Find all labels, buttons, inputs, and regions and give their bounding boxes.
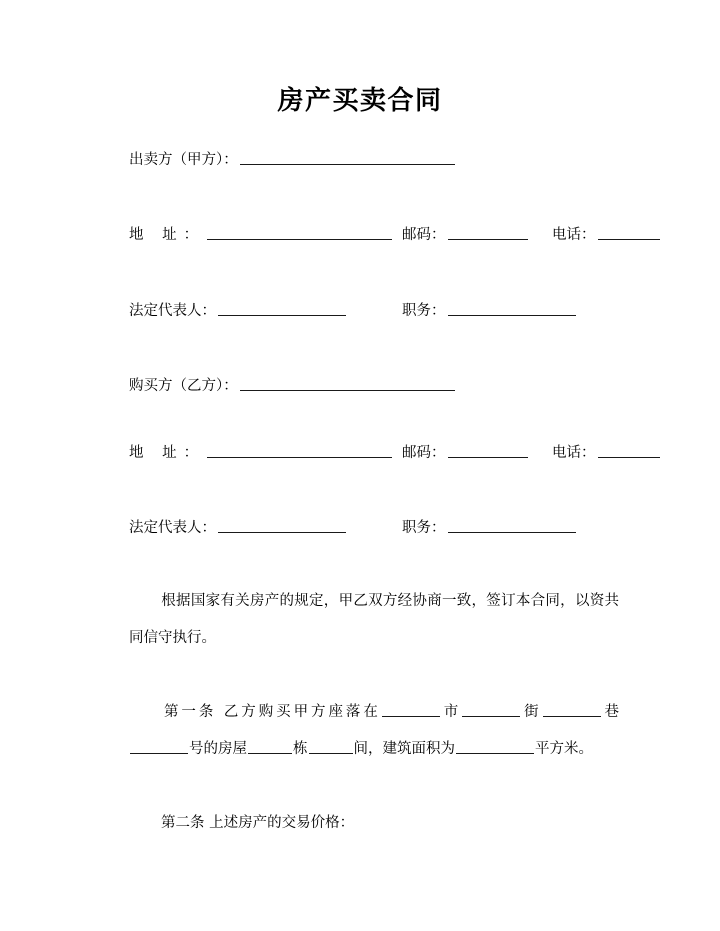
- buyer-position-blank[interactable]: [448, 517, 576, 533]
- seller-postcode-label: 邮码：: [402, 227, 446, 243]
- article-1-text-1: 乙方购买甲方座落在: [223, 704, 381, 720]
- article-1-text-5: 号的房屋: [189, 741, 247, 757]
- buyer-representative-blank[interactable]: [218, 517, 346, 533]
- article-2-paragraph: [129, 805, 619, 842]
- seller-phone-group: [552, 224, 661, 246]
- article-1-street-blank[interactable]: [462, 701, 520, 717]
- article-1-text-6: 栋: [293, 741, 308, 757]
- seller-position-group: [402, 300, 577, 322]
- article-1-building-blank[interactable]: [248, 738, 292, 754]
- buyer-party-label: 购买方（乙方）：: [129, 378, 238, 394]
- article-1-paragraph: [129, 694, 619, 768]
- preamble-paragraph: [129, 583, 619, 657]
- seller-party-label: 出卖方（甲方）：: [129, 152, 238, 168]
- buyer-party-blank[interactable]: [240, 375, 455, 391]
- article-1-text-3: 街: [521, 704, 542, 720]
- buyer-phone-group: [552, 442, 661, 464]
- buyer-postcode-label: 邮码：: [402, 445, 446, 461]
- seller-representative-blank[interactable]: [218, 300, 346, 316]
- buyer-postcode-blank[interactable]: [448, 442, 528, 458]
- seller-postcode-blank[interactable]: [448, 224, 528, 240]
- preamble-text: 根据国家有关房产的规定，甲乙双方经协商一致，签订本合同，以资共同信守执行。: [129, 593, 619, 646]
- buyer-position-group: [402, 517, 577, 539]
- seller-address-row: [129, 224, 720, 246]
- buyer-address-blank[interactable]: [207, 442, 392, 458]
- article-2-text-1: 上述房产的交易价格：: [209, 815, 355, 831]
- seller-party-blank[interactable]: [240, 149, 455, 165]
- article-1-city-blank[interactable]: [382, 701, 440, 717]
- seller-postcode-group: [402, 224, 529, 246]
- buyer-address-row: [129, 442, 720, 464]
- buyer-phone-blank[interactable]: [598, 442, 660, 458]
- article-1-text-2: 市: [440, 704, 462, 720]
- article-1-lane-blank[interactable]: [543, 701, 601, 717]
- article-1-number: 第一条: [161, 704, 217, 720]
- seller-phone-blank[interactable]: [598, 224, 660, 240]
- seller-representative-label: 法定代表人：: [129, 303, 216, 319]
- buyer-representative-row: [129, 517, 720, 539]
- seller-phone-label: 电话：: [552, 227, 596, 243]
- seller-address-blank[interactable]: [207, 224, 392, 240]
- seller-position-label: 职务：: [402, 303, 446, 319]
- buyer-party-row: [129, 375, 720, 397]
- page-title: 房产买卖合同: [277, 86, 443, 116]
- seller-party-row: [129, 149, 720, 171]
- seller-address-label: 地 址：: [129, 227, 206, 243]
- seller-position-blank[interactable]: [448, 300, 576, 316]
- seller-representative-row: [129, 300, 720, 322]
- buyer-position-label: 职务：: [402, 520, 446, 536]
- buyer-phone-label: 电话：: [552, 445, 596, 461]
- buyer-representative-label: 法定代表人：: [129, 520, 216, 536]
- buyer-address-label: 地 址：: [129, 445, 206, 461]
- article-1-text-4: 巷: [601, 704, 620, 720]
- article-1-room-blank[interactable]: [309, 738, 353, 754]
- article-1-text-8: 平方米。: [535, 741, 593, 757]
- article-2-number: 第二条: [161, 815, 205, 831]
- article-1-number-blank[interactable]: [130, 738, 188, 754]
- article-1-text-7: 间，建筑面积为: [353, 741, 455, 757]
- article-1-area-blank[interactable]: [456, 738, 534, 754]
- buyer-postcode-group: [402, 442, 529, 464]
